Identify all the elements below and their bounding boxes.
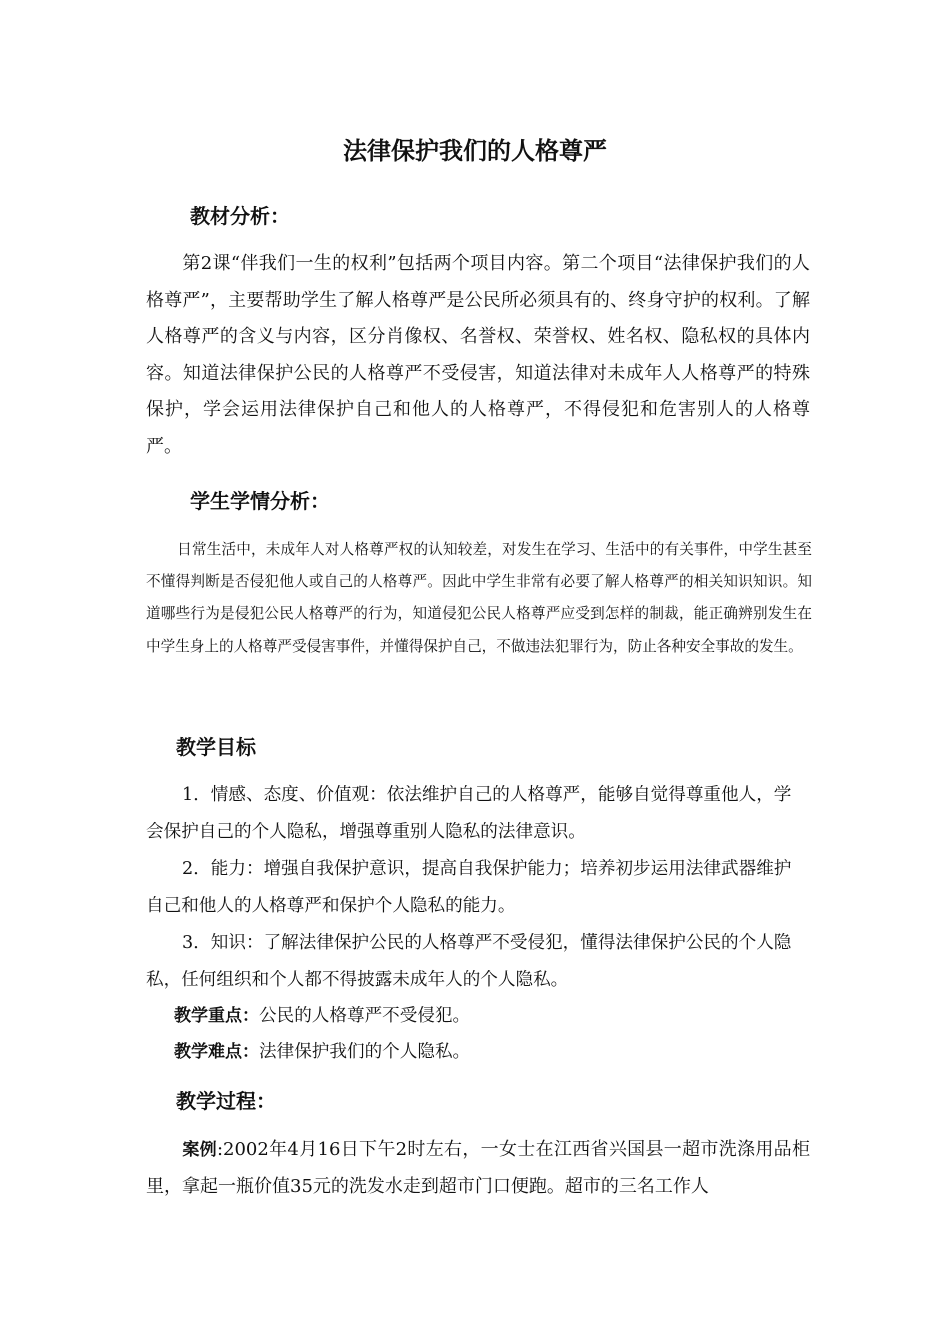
teaching-process-heading: 教学过程： bbox=[176, 1089, 276, 1113]
goal-item-3: 3．知识：了解法律保护公民的人格尊严不受侵犯，懂得法律保护公民的个人隐私，任何组织和个人都不得披露未成年人的个人隐私。 bbox=[146, 933, 792, 990]
teaching-key-label: 教学重点： bbox=[174, 1006, 259, 1026]
teaching-goals-heading: 教学目标 bbox=[176, 735, 256, 759]
case-paragraph bbox=[146, 1132, 810, 1205]
material-analysis-text bbox=[146, 246, 810, 466]
teaching-difficulty-text: 法律保护我们的个人隐私。 bbox=[259, 1042, 471, 1062]
teaching-key-text: 公民的人格尊严不受侵犯。 bbox=[259, 1006, 471, 1026]
student-analysis-heading: 学生学情分析： bbox=[190, 489, 330, 513]
case-label: 案例 bbox=[182, 1140, 217, 1160]
teaching-difficulty-label: 教学难点： bbox=[174, 1042, 259, 1062]
goal-item-1: 1．情感、态度、价值观：依法维护自己的人格尊严，能够自觉得尊重他人，学会保护自己的个人隐私，增强尊重别人隐私的法律意识。 bbox=[146, 785, 792, 842]
material-analysis-heading: 教材分析： bbox=[190, 204, 290, 228]
case-text: :2002年4月16日下午2时左右，一女士在江西省兴国县一超市洗涤用品柜里，拿起一瓶价值35元的洗发水走到超市门口便跑。超市的三名工作人 bbox=[146, 1139, 810, 1197]
material-analysis-body: 第2课“伴我们一生的权利”包括两个项目内容。第二个项目“法律保护我们的人格尊严”，主要帮助学生了解人格尊严是公民所必须具有的、终身守护的权利。了解人格尊严的含义与内容，区分肖像权、名誉权、荣誉权、姓名权、隐私权的具体内容。知道法律保护公民的人格尊严不受侵害，知道法律对未成年人人格尊严的特殊保护，学会运用法律保护自己和他人的人格尊严，不得侵犯和危害别人的人格尊严。 bbox=[146, 253, 810, 457]
student-analysis-text bbox=[146, 534, 812, 663]
goal-item-2: 2．能力：增强自我保护意识，提高自我保护能力；培养初步运用法律武器维护自己和他人的人格尊严和保护个人隐私的能力。 bbox=[146, 859, 792, 916]
teaching-difficulty bbox=[174, 1037, 470, 1067]
document-title: 法律保护我们的人格尊严 bbox=[343, 137, 607, 165]
student-analysis-body: 日常生活中，未成年人对人格尊严权的认知较差，对发生在学习、生活中的有关事件，中学生甚至不懂得判断是否侵犯他人或自己的人格尊严。因此中学生非常有必要了解人格尊严的相关知识知识。知道哪些行为是侵犯公民人格尊严的行为，知道侵犯公民人格尊严应受到怎样的制裁，能正确辨别发生在中学生身上的人格尊严受侵害事件，并懂得保护自己，不做违法犯罪行为，防止各种安全事故的发生。 bbox=[146, 541, 812, 655]
teaching-key-point bbox=[174, 1001, 470, 1031]
